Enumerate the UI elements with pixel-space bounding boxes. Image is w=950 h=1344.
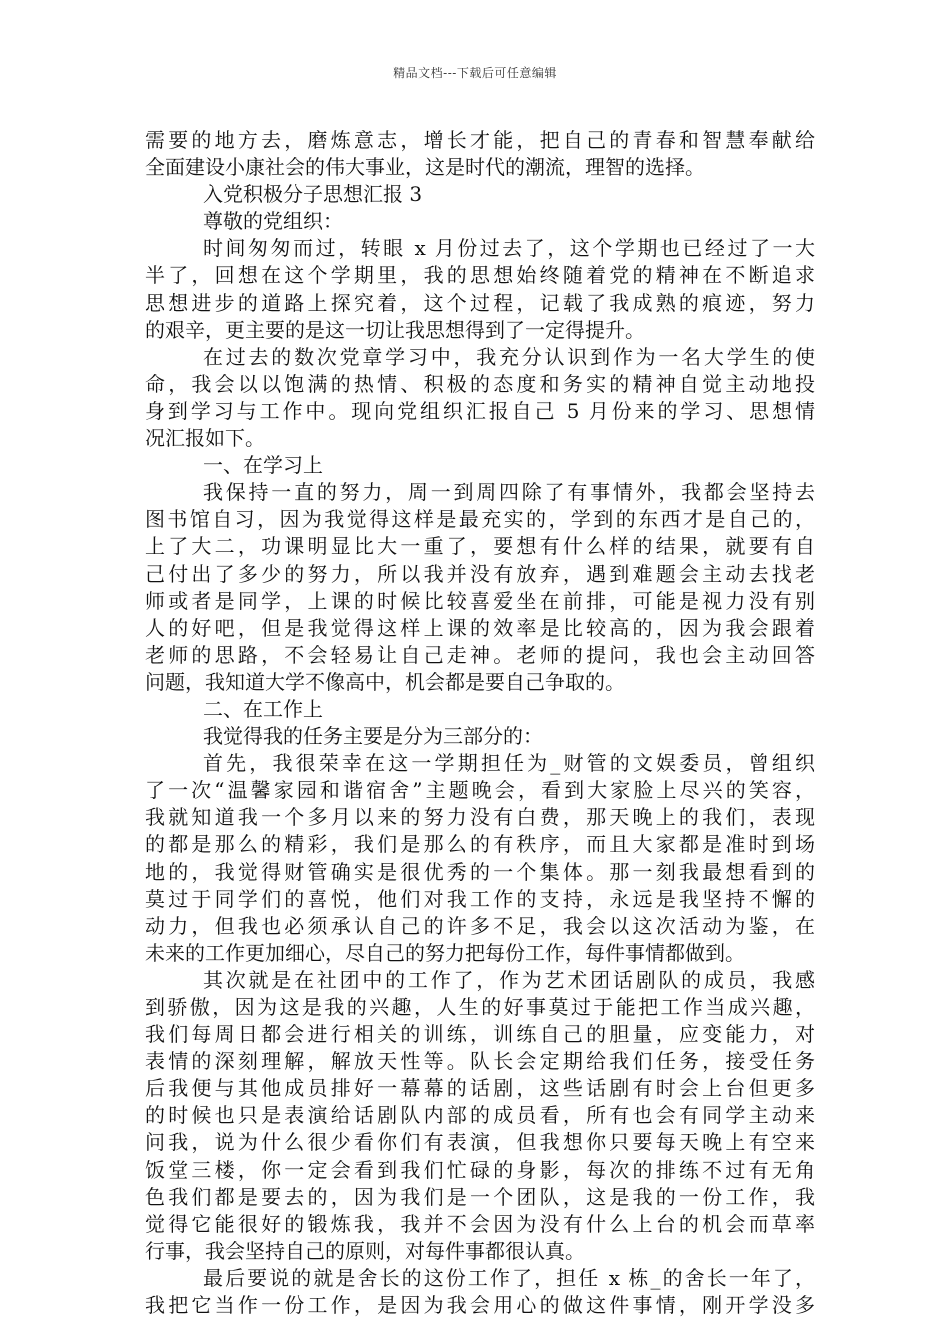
text-line: 的艰辛，更主要的是这一切让我思想得到了一定得提升。 (145, 317, 645, 342)
text-line: 师或者是同学，上课的时候比较喜爱坐在前排，可能是视力没有别 (145, 588, 815, 613)
text-line: 的都是那么的精彩，我们是那么的有秩序，而且大家都是准时到场 (145, 832, 815, 857)
text-line: 身到学习与工作中。现向党组织汇报自己 5 月份来的学习、思想情 (145, 398, 815, 423)
text-line: 上了大二，功课明显比大一重了，要想有什么样的结果，就要有自 (145, 534, 815, 559)
text-line: 全面建设小康社会的伟大事业，这是时代的潮流，理智的选择。 (145, 155, 705, 180)
text-line: 首先，我很荣幸在这一学期担任为_财管的文娱委员，曾组织 (203, 751, 815, 776)
text-line: 问题，我知道大学不像高中，机会都是要自己争取的。 (145, 669, 625, 694)
text-line: 的时候也只是表演给话剧队内部的成员看，所有也会有同学主动来 (145, 1103, 815, 1128)
document-body (145, 127, 815, 1319)
text-line: 地的，我觉得财管确实是很优秀的一个集体。那一刻我最想看到的 (145, 859, 815, 884)
text-line: 况汇报如下。 (145, 426, 265, 451)
text-line: 问我，说为什么很少看你们有表演，但我想你只要每天晚上有空来 (145, 1130, 815, 1155)
text-line: 图书馆自习，因为我觉得这样是最充实的，学到的东西才是自己的， (145, 507, 815, 532)
text-line: 一、在学习上 (203, 453, 323, 478)
text-line: 莫过于同学们的喜悦，他们对我工作的支持，永远是我坚持不懈的 (145, 886, 815, 911)
text-line: 未来的工作更加细心，尽自己的努力把每份工作，每件事情都做到。 (145, 940, 745, 965)
text-line: 需要的地方去，磨炼意志，增长才能，把自己的青春和智慧奉献给 (145, 128, 815, 152)
text-line: 我觉得我的任务主要是分为三部分的： (203, 724, 543, 749)
page-header: 精品文档---下载后可任意编辑 (393, 66, 557, 80)
text-line: 饭堂三楼，你一定会看到我们忙碌的身影，每次的排练不过有无角 (145, 1157, 815, 1182)
text-line: 尊敬的党组织： (203, 209, 343, 234)
text-line: 觉得它能很好的锻炼我，我并不会因为没有什么上台的机会而草率 (145, 1211, 815, 1236)
text-line: 思想进步的道路上探究着，这个过程，记载了我成熟的痕迹，努力 (145, 290, 815, 315)
text-line: 我们每周日都会进行相关的训练，训练自己的胆量，应变能力，对 (145, 1022, 815, 1047)
text-line: 人的好吧，但是我觉得这样上课的效率是比较高的，因为我会跟着 (145, 615, 815, 640)
text-line: 己付出了多少的努力，所以我并没有放弃，遇到难题会主动去找老 (145, 561, 815, 586)
text-line: 后我便与其他成员排好一幕幕的话剧，这些话剧有时会上台但更多 (145, 1076, 815, 1101)
text-line: 在过去的数次党章学习中，我充分认识到作为一名大学生的使 (203, 344, 815, 369)
text-line: 我就知道我一个多月以来的努力没有白费，那天晚上的我们，表现 (145, 805, 815, 830)
text-line: 色我们都是要去的，因为我们是一个团队，这是我的一份工作，我 (145, 1184, 815, 1209)
text-line: 其次就是在社团中的工作了，作为艺术团话剧队的成员，我感 (203, 967, 815, 992)
text-line: 最后要说的就是舍长的这份工作了，担任 x 栋_的舍长一年了， (203, 1265, 815, 1290)
text-line: 二、在工作上 (203, 696, 323, 721)
text-line: 行事，我会坚持自己的原则，对每件事都很认真。 (145, 1238, 585, 1263)
text-line: 入党积极分子思想汇报 3 (203, 182, 423, 207)
text-line: 动力，但我也必须承认自己的许多不足，我会以这次活动为鉴，在 (145, 913, 815, 938)
text-line: 我把它当作一份工作，是因为我会用心的做这件事情，刚开学没多 (145, 1293, 815, 1318)
text-line: 到骄傲，因为这是我的兴趣，人生的好事莫过于能把工作当成兴趣， (145, 995, 815, 1019)
text-line: 命，我会以以饱满的热情、积极的态度和务实的精神自觉主动地投 (145, 371, 815, 396)
text-line: 时间匆匆而过，转眼 x 月份过去了，这个学期也已经过了一大 (203, 236, 815, 261)
text-line: 半了，回想在这个学期里，我的思想始终随着党的精神在不断追求 (145, 263, 815, 288)
text-line: 我保持一直的努力，周一到周四除了有事情外，我都会坚持去 (203, 480, 815, 505)
text-line: 了一次“温馨家园和谐宿舍”主题晚会，看到大家脸上尽兴的笑容， (145, 778, 815, 803)
text-line: 表情的深刻理解，解放天性等。队长会定期给我们任务，接受任务 (145, 1049, 815, 1074)
text-line: 老师的思路，不会轻易让自己走神。老师的提问，我也会主动回答 (145, 642, 815, 667)
